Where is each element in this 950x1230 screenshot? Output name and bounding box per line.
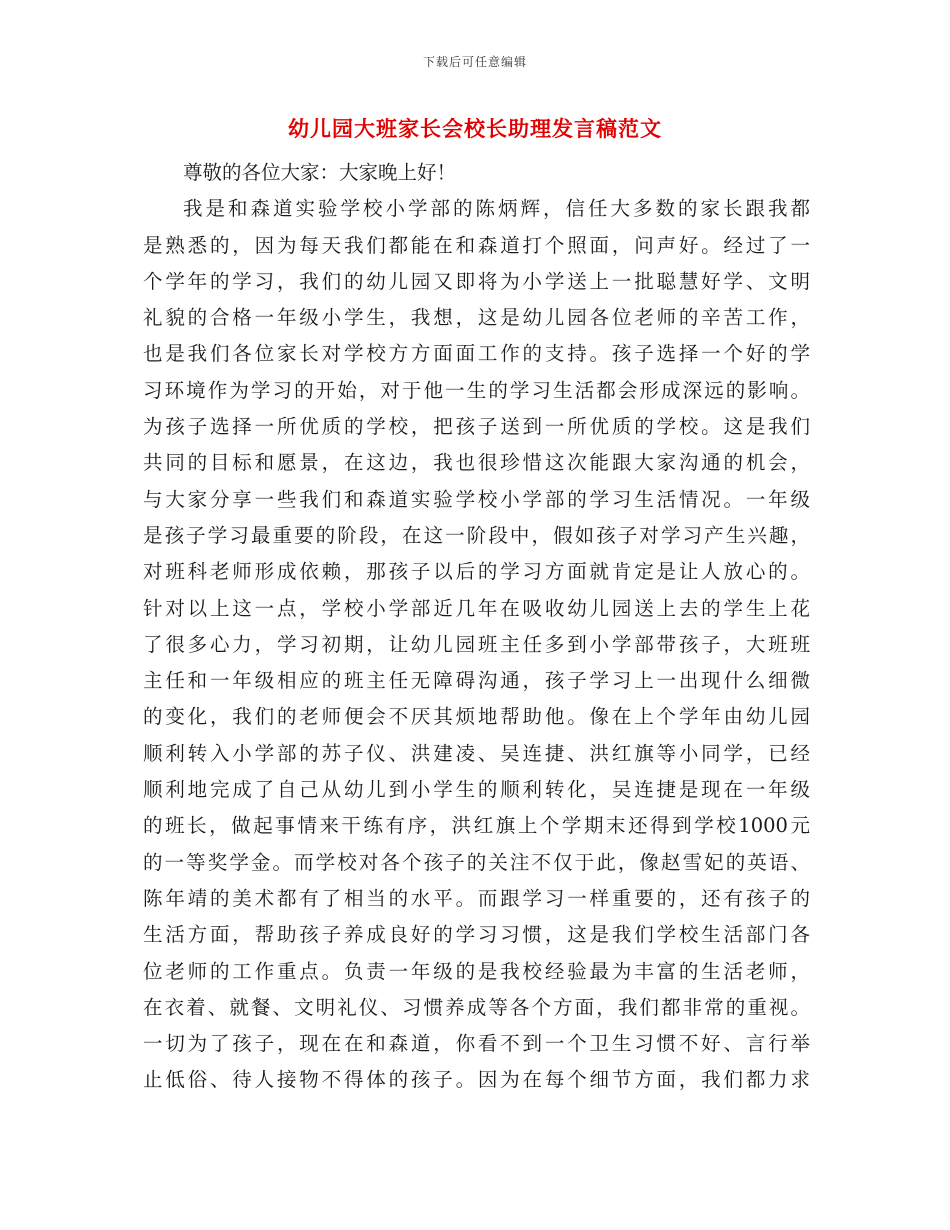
text-line: 习环境作为学习的开始，对于他一生的学习生活都会形成深远的影响。 xyxy=(143,378,810,402)
text-line: 我是和森道实验学校小学部的陈炳辉，信任大多数的家长跟我都 xyxy=(183,197,810,221)
text-line: 主任和一年级相应的班主任无障碍沟通，孩子学习上一出现什么细微 xyxy=(143,669,810,693)
text-line: 了很多心力，学习初期，让幼儿园班主任多到小学部带孩子，大班班 xyxy=(143,632,810,656)
text-line: 在衣着、就餐、文明礼仪、习惯养成等各个方面，我们都非常的重视。 xyxy=(143,995,810,1019)
salutation-line: 尊敬的各位大家：大家晚上好！ xyxy=(183,161,457,184)
text-line: 位老师的工作重点。负责一年级的是我校经验最为丰富的生活老师， xyxy=(143,959,810,983)
text-line: 生活方面，帮助孩子养成良好的学习习惯，这是我们学校生活部门各 xyxy=(143,923,810,947)
text-line: 的班长，做起事情来干练有序，洪红旗上个学期末还得到学校1000元 xyxy=(143,814,810,838)
text-line: 顺利地完成了自己从幼儿到小学生的顺利转化，吴连捷是现在一年级 xyxy=(143,778,810,802)
text-line: 对班科老师形成依赖，那孩子以后的学习方面就肯定是让人放心的。 xyxy=(143,560,810,584)
text-line: 一切为了孩子，现在在和森道，你看不到一个卫生习惯不好、言行举 xyxy=(143,1032,810,1056)
text-line: 共同的目标和愿景，在这边，我也很珍惜这次能跟大家沟通的机会， xyxy=(143,451,810,475)
text-line: 陈年靖的美术都有了相当的水平。而跟学习一样重要的，还有孩子的 xyxy=(143,886,810,910)
text-line: 与大家分享一些我们和森道实验学校小学部的学习生活情况。一年级 xyxy=(143,487,810,511)
text-line: 的变化，我们的老师便会不厌其烦地帮助他。像在上个学年由幼儿园 xyxy=(143,705,810,729)
text-line: 是孩子学习最重要的阶段，在这一阶段中，假如孩子对学习产生兴趣， xyxy=(143,523,810,547)
body-text xyxy=(143,155,810,1099)
text-line: 止低俗、待人接物不得体的孩子。因为在每个细节方面，我们都力求 xyxy=(143,1068,810,1092)
text-line: 也是我们各位家长对学校方方面面工作的支持。孩子选择一个好的学 xyxy=(143,342,810,366)
text-line: 的一等奖学金。而学校对各个孩子的关注不仅于此，像赵雪妃的英语、 xyxy=(143,850,810,874)
text-line: 是熟悉的，因为每天我们都能在和森道打个照面，问声好。经过了一 xyxy=(143,233,810,257)
text-line: 顺利转入小学部的苏子仪、洪建凌、吴连捷、洪红旗等小同学，已经 xyxy=(143,741,810,765)
text-line: 个学年的学习，我们的幼儿园又即将为小学送上一批聪慧好学、文明 xyxy=(143,269,810,293)
header-note: 下载后可任意编辑 xyxy=(422,55,527,69)
document-title: 幼儿园大班家长会校长助理发言稿范文 xyxy=(288,116,662,141)
text-line: 针对以上这一点，学校小学部近几年在吸收幼儿园送上去的学生上花 xyxy=(143,596,810,620)
text-line: 礼貌的合格一年级小学生，我想，这是幼儿园各位老师的辛苦工作， xyxy=(143,306,810,330)
text-line: 为孩子选择一所优质的学校，把孩子送到一所优质的学校。这是我们 xyxy=(143,415,810,439)
